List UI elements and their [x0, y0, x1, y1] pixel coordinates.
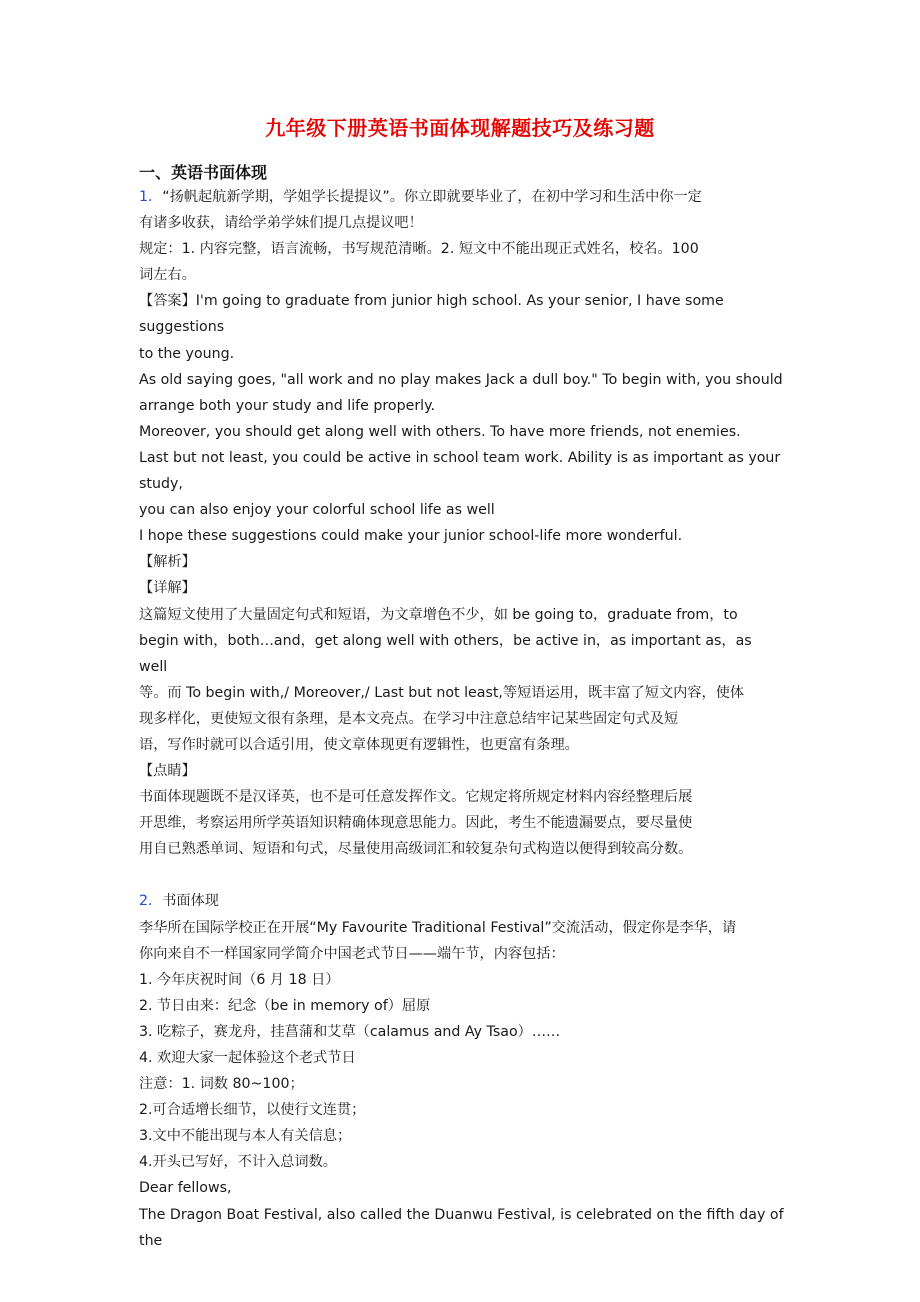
answer-line: 【答案】I'm going to graduate from junior high school. As your senior, I have some suggestions	[139, 293, 724, 336]
section-heading: 一、英语书面体现	[139, 163, 268, 182]
list-item: 3. 吃粽子，赛龙舟，挂菖蒲和艾草（calamus and Ay Tsao）……	[139, 1023, 561, 1040]
spacer	[139, 862, 784, 888]
detail-line: begin with，both…and，get along well with others，be active in，as important as，as well	[139, 632, 752, 675]
detail-line: 等。而 To begin with,/ Moreover,/ Last but not least,等短语运用，既丰富了短文内容，使体	[139, 684, 745, 701]
answer-line: arrange both your study and life properly.	[139, 397, 435, 414]
note-line: 注意：1. 词数 80~100；	[139, 1076, 304, 1093]
question-1-number: 1．	[139, 189, 163, 205]
answer-line: to the young.	[139, 345, 235, 362]
note-line: 4.开头已写好，不计入总词数。	[139, 1154, 337, 1171]
answer-line: you can also enjoy your colorful school life as well	[139, 502, 495, 519]
list-item: 1. 今年庆祝时间（6 月 18 日）	[139, 971, 340, 988]
point-line: 用自已熟悉单词、短语和句式，尽量使用高级词汇和较复杂句式构造以便得到较高分数。	[139, 841, 693, 858]
note-line: 3.文中不能出现与本人有关信息；	[139, 1128, 352, 1145]
detail-label: 【详解】	[139, 580, 196, 597]
question-2-prompt: 李华所在国际学校正在开展“My Favourite Traditional Festival”交流活动，假定你是李华，请	[139, 919, 737, 936]
list-item: 4. 欢迎大家一起体验这个老式节日	[139, 1050, 356, 1066]
document-title: 九年级下册英语书面体现解题技巧及练习题	[265, 116, 655, 140]
letter-body-line: The Dragon Boat Festival, also called the Duanwu Festival, is celebrated on the fifth day of the	[139, 1206, 784, 1249]
point-line: 书面体现题既不是汉译英，也不是可任意发挥作文。它规定将所规定材料内容经整理后展	[139, 789, 693, 806]
note-line: 2.可合适增长细节，以使行文连贯；	[139, 1102, 366, 1119]
question-2-prompt-cont: 你向来自不一样国家同学简介中国老式节日——端午节，内容包括：	[139, 945, 565, 962]
question-1-rules-cont: 词左右。	[139, 267, 196, 284]
question-1-prompt-cont: 有诸多收获，请给学弟学妹们提几点提议吧！	[139, 215, 423, 232]
analysis-label: 【解析】	[139, 554, 196, 571]
detail-line: 语，写作时就可以合适引用，使文章体现更有逻辑性，也更富有条理。	[139, 736, 579, 753]
question-2-heading: 2．书面体现	[139, 893, 219, 910]
question-1-prompt: 1．“扬帆起航新学期，学姐学长提提议”。你立即就要毕业了，在初中学习和生活中你一定	[139, 189, 702, 205]
letter-greeting: Dear fellows,	[139, 1180, 232, 1197]
detail-line: 现多样化，更使短文很有条理，是本文亮点。在学习中注意总结牢记某些固定句式及短	[139, 710, 679, 727]
answer-line: I hope these suggestions could make your junior school-life more wonderful.	[139, 528, 683, 545]
document-body	[139, 184, 784, 1254]
answer-line: As old saying goes, "all work and no play makes Jack a dull boy." To begin with, you should	[139, 371, 783, 388]
point-line: 开思维，考察运用所学英语知识精确体现意思能力。因此，考生不能遗漏要点，要尽量使	[139, 815, 693, 832]
answer-line: Moreover, you should get along well with others. To have more friends, not enemies.	[139, 423, 741, 440]
point-label: 【点睛】	[139, 763, 196, 780]
list-item: 2. 节日由来：纪念（be in memory of）屈原	[139, 997, 431, 1014]
detail-line: 这篇短文使用了大量固定句式和短语，为文章增色不少，如 be going to，graduate from，to	[139, 606, 738, 623]
question-1-rules: 规定：1. 内容完整，语言流畅，书写规范清晰。2. 短文中不能出现正式姓名，校名。100	[139, 241, 699, 258]
answer-line: Last but not least, you could be active in school team work. Ability is as important as your study,	[139, 449, 781, 493]
question-2-number: 2．	[139, 893, 163, 910]
